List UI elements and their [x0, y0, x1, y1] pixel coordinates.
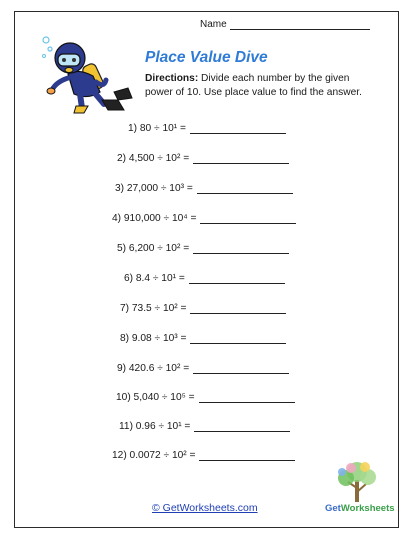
answer-line[interactable]	[190, 124, 286, 134]
problem-4	[112, 213, 296, 224]
logo-text	[325, 503, 395, 514]
problem-text: 3) 27,000 ÷ 10³ =	[115, 183, 193, 194]
answer-line[interactable]	[190, 304, 286, 314]
name-field	[200, 19, 370, 30]
problem-text: 6) 8.4 ÷ 10¹ =	[124, 273, 185, 284]
answer-line[interactable]	[190, 334, 286, 344]
answer-line[interactable]	[193, 364, 289, 374]
problem-text: 10) 5,040 ÷ 10⁵ =	[116, 392, 195, 403]
problem-12	[112, 450, 295, 461]
logo-text-get: Get	[325, 503, 341, 514]
problem-text: 8) 9.08 ÷ 10³ =	[120, 333, 187, 344]
copyright-link[interactable]: © GetWorksheets.com	[152, 502, 258, 514]
logo-text-worksheets: Worksheets	[340, 503, 395, 514]
answer-line[interactable]	[199, 451, 295, 461]
answer-line[interactable]	[193, 154, 289, 164]
problem-text: 11) 0.96 ÷ 10¹ =	[119, 421, 191, 432]
scuba-diver-icon	[38, 34, 133, 114]
answer-line[interactable]	[197, 184, 293, 194]
problem-text: 2) 4,500 ÷ 10² =	[117, 153, 190, 164]
directions-text: Divide each number by the given power of 10. Use place value to find the answer.	[145, 73, 362, 98]
problem-5	[117, 243, 289, 254]
problem-10	[116, 392, 295, 403]
problem-2	[117, 153, 289, 164]
answer-line[interactable]	[200, 214, 296, 224]
problem-text: 5) 6,200 ÷ 10² =	[117, 243, 190, 254]
problem-text: 7) 73.5 ÷ 10² =	[120, 303, 187, 314]
problem-text: 4) 910,000 ÷ 10⁴ =	[112, 213, 197, 224]
name-line[interactable]	[230, 20, 370, 30]
problem-text: 9) 420.6 ÷ 10² =	[117, 363, 190, 374]
name-label: Name	[200, 19, 227, 30]
problem-text: 1) 80 ÷ 10¹ =	[128, 123, 186, 134]
problem-text: 12) 0.0072 ÷ 10² =	[112, 450, 196, 461]
problem-8	[120, 333, 286, 344]
problem-1	[128, 123, 286, 134]
directions-label: Directions:	[145, 73, 199, 84]
answer-line[interactable]	[199, 393, 295, 403]
answer-line[interactable]	[193, 244, 289, 254]
worksheet-title: Place Value Dive	[145, 49, 268, 66]
problem-3	[115, 183, 293, 194]
problem-11	[119, 421, 290, 432]
answer-line[interactable]	[194, 422, 290, 432]
problem-7	[120, 303, 286, 314]
answer-line[interactable]	[189, 274, 285, 284]
problem-9	[117, 363, 289, 374]
problem-6	[124, 273, 285, 284]
directions	[145, 72, 375, 100]
